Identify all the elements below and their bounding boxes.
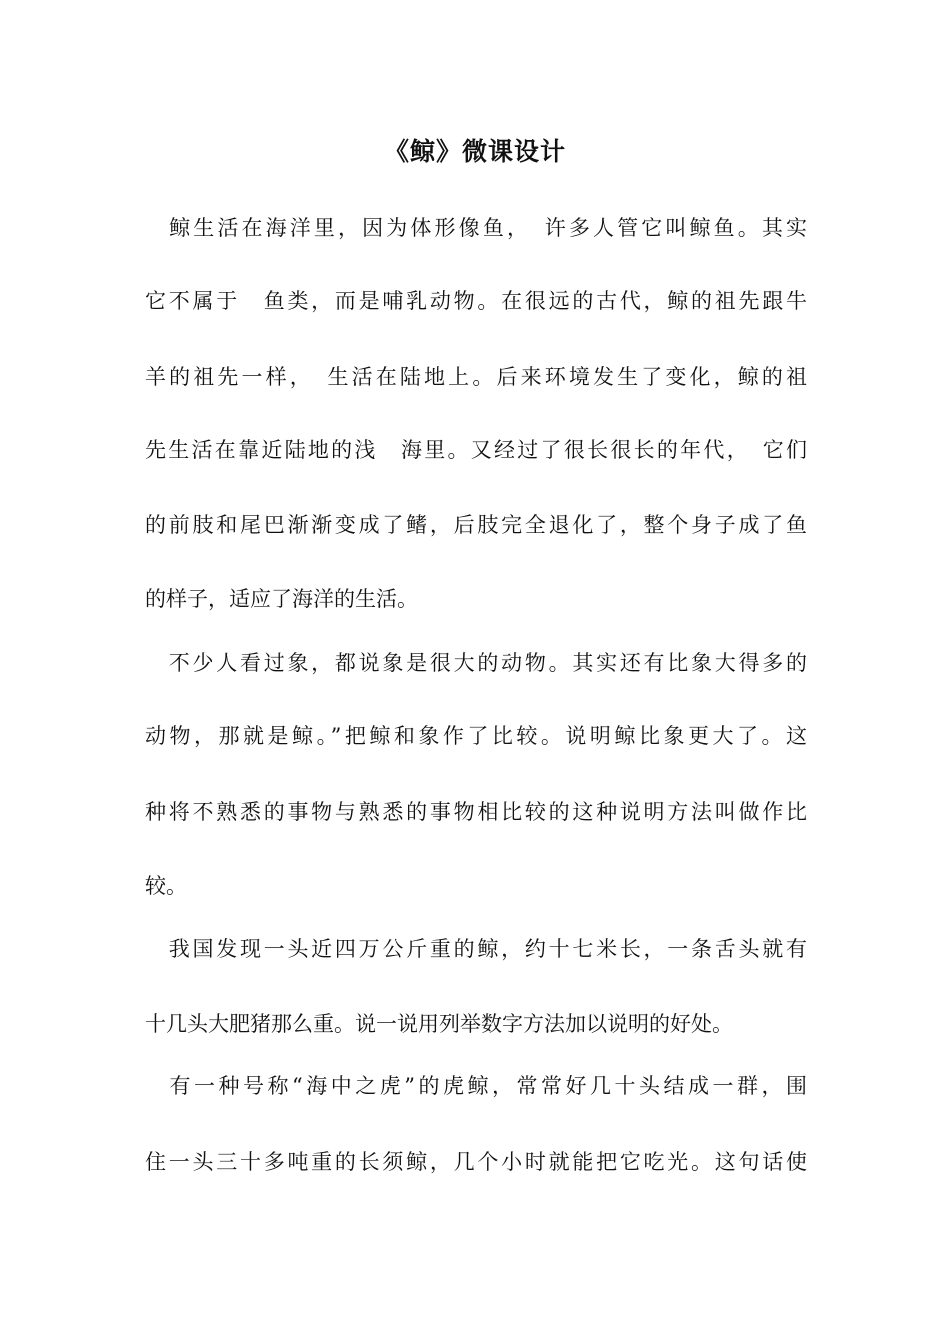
paragraph-line: 十几头大肥猪那么重。说一说用列举数字方法加以说明的好处。 xyxy=(145,1012,733,1036)
paragraph-line: 不少人看过象，都说象是很大的动物。其实还有比象大得多的 xyxy=(145,651,807,675)
paragraph-line: 鲸生活在海洋里，因为体形像鱼， 许多人管它叫鲸鱼。其实 xyxy=(145,216,807,240)
paragraph-line: 种将不熟悉的事物与熟悉的事物相比较的这种说明方法叫做作比 xyxy=(145,800,807,824)
paragraph-line: 有一种号称“海中之虎”的虎鲸，常常好几十头结成一群，围 xyxy=(145,1074,807,1098)
paragraph-line: 的前肢和尾巴渐渐变成了鳍，后肢完全退化了，整个身子成了鱼 xyxy=(145,513,807,537)
paragraph-line: 它不属于 鱼类，而是哺乳动物。在很远的古代，鲸的祖先跟牛 xyxy=(145,289,807,313)
paragraph-line: 我国发现一头近四万公斤重的鲸，约十七米长，一条舌头就有 xyxy=(145,937,807,961)
paragraph-line: 先生活在靠近陆地的浅 海里。又经过了很长很长的年代， 它们 xyxy=(145,438,807,462)
paragraph-line: 羊的祖先一样， 生活在陆地上。后来环境发生了变化，鲸的祖 xyxy=(145,365,807,389)
paragraph-line: 住一头三十多吨重的长须鲸，几个小时就能把它吃光。这句话使 xyxy=(145,1150,807,1174)
paragraph-line: 动物，那就是鲸。”把鲸和象作了比较。说明鲸比象更大了。这 xyxy=(145,724,807,748)
paragraph-line: 较。 xyxy=(145,874,187,898)
document-title: 《鲸》微课设计 xyxy=(383,137,566,166)
paragraph-line: 的样子，适应了海洋的生活。 xyxy=(145,587,418,611)
